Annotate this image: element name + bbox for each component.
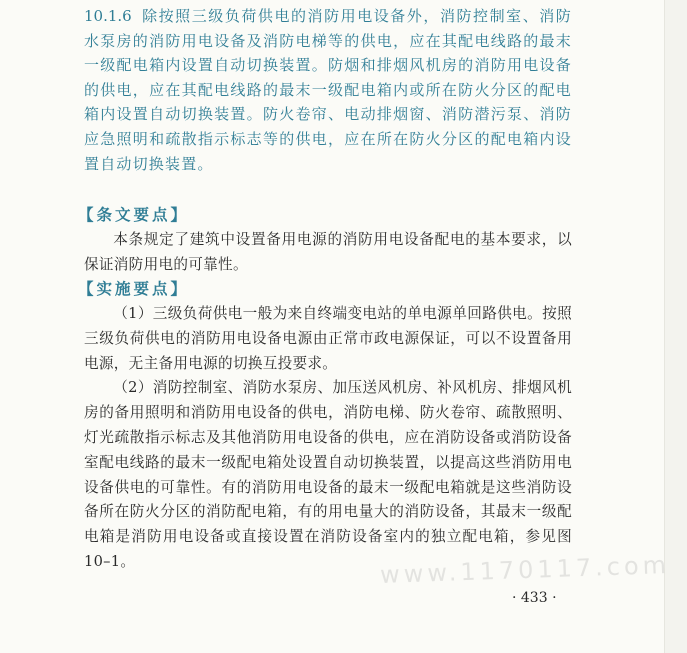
clause-number: 10.1.6 xyxy=(84,7,132,25)
page-number: · 433 · xyxy=(512,590,557,606)
implementation-paragraph-2: （2）消防控制室、消防水泵房、加压送风机房、补风机房、排烟风机房的备用照明和消防用电设备的供电，消防电梯、防火卷帘、疏散照明、灯光疏散指示标志及其他消防用电设备的供电，应在消防设备或消防设备室配电线路的最末一级配电箱处设置自动切换装置，以提高这些消防用电设备供电的可靠性。有的消防用电设备的最末一级配电箱就是这些消防设备所在防火分区的消防配电箱，有的用电量大的消防设备，其最末一级配电箱是消防用电设备或直接设置在消防设备室内的独立配电箱，参见图 10–1。 xyxy=(84,379,572,570)
watermark: www.1170117.com xyxy=(379,550,671,590)
implementation-section xyxy=(84,302,572,575)
implementation-heading: 【实施要点】 xyxy=(78,279,190,298)
explanation-heading: 【条文要点】 xyxy=(78,205,190,224)
clause-10-1-6 xyxy=(84,4,572,176)
page-edge xyxy=(664,0,687,653)
explanation-text: 本条规定了建筑中设置备用电源的消防用电设备配电的基本要求，以保证消防用电的可靠性。 xyxy=(84,231,572,273)
implementation-paragraph-1: （1）三级负荷供电一般为来自终端变电站的单电源单回路供电。按照三级负荷供电的消防用电设备电源由正常市政电源保证，可以不设置备用电源，无主备用电源的切换互投要求。 xyxy=(84,305,572,372)
clause-text: 除按照三级负荷供电的消防用电设备外，消防控制室、消防水泵房的消防用电设备及消防电梯等的供电，应在其配电线路的最末一级配电箱内设置自动切换装置。防烟和排烟风机房的消防用电设备的供电，应在其配电线路的最末一级配电箱内或所在防火分区的配电箱内设置自动切换装置。防火卷帘、电动排烟窗、消防潜污泵、消防应急照明和疏散指示标志等的供电，应在所在防火分区的配电箱内设置自动切换装置。 xyxy=(84,7,572,173)
explanation-section xyxy=(84,228,572,278)
